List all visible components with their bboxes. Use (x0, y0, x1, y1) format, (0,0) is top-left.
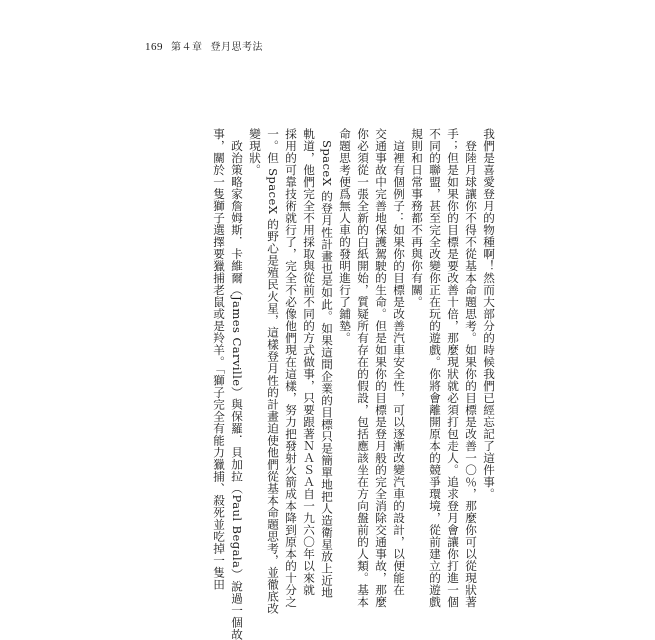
chapter-title: 登月思考法 (210, 42, 263, 53)
text-column: 軌道，他們完全不用採取與從前不同的方式做事，只要跟著ＮＡＳＡ自一九六〇年以來就 (302, 128, 316, 596)
text-column: 不同的聯盟，甚至完全改變你正在玩的遊戲。你將會離開原本的競爭環境，從前建立的遊戲 (428, 128, 442, 608)
text-column: 政治策略家詹姆斯．卡維爾（James Carville）與保羅．貝加拉（Paul Begala）說過一個故 (230, 128, 244, 640)
text-column: 規則和日常事務都不再與你有關。 (410, 128, 424, 308)
text-column: 手；但是如果你的目標是要改善十倍，那麼現狀就必須打包走人。追求登月會讓你打進一個 (446, 128, 460, 608)
text-column: 你必須從一張全新的白紙開始，質疑所有存在的假設，包括應該坐在方向盤前的人類。基本 (356, 128, 370, 608)
vertical-text-body (195, 128, 496, 640)
text-column: 我們是喜愛登月的物種啊！然而大部分的時候我們已經忘記了這件事。 (482, 128, 496, 500)
text-column: 交通事故中完善地保護駕駛的生命。但是如果你的目標是登月般的完全消除交通事故，那麼 (374, 128, 388, 608)
text-column: 登陸月球讓你不得不從基本命題思考。如果你的目標是改善一〇％，那麼你可以從現狀著 (464, 128, 478, 608)
text-column: 採用的可靠技術就行了，完全不必像他們現在這樣，努力把發射火箭成本降到原本的十分之 (284, 128, 298, 608)
text-column: 一。但 SpaceX 的野心是殖民火星，這樣登月性的計畫迫使他們從基本命題思考，並徹底改 (266, 128, 280, 615)
text-column: 變現狀。 (248, 128, 262, 176)
chapter-label: 第４章 (171, 42, 203, 53)
running-header (145, 38, 263, 53)
page-number: 169 (145, 41, 163, 53)
text-column: SpaceX 的登月性計畫也是如此。如果這間企業的目標只是簡單地把人造衛星放上近地 (320, 128, 334, 599)
text-column: 這裡有個例子：如果你的目標是改善汽車安全性，可以逐漸改變汽車的設計，以便能在 (392, 128, 406, 596)
text-column: 命題思考便爲無人車的發明進行了鋪墊。 (338, 128, 352, 344)
text-column: 事，關於一隻獅子選擇要獵捕老鼠或是羚羊。「獅子完全有能力獵捕、殺死並吃掉一隻田 (212, 128, 226, 591)
